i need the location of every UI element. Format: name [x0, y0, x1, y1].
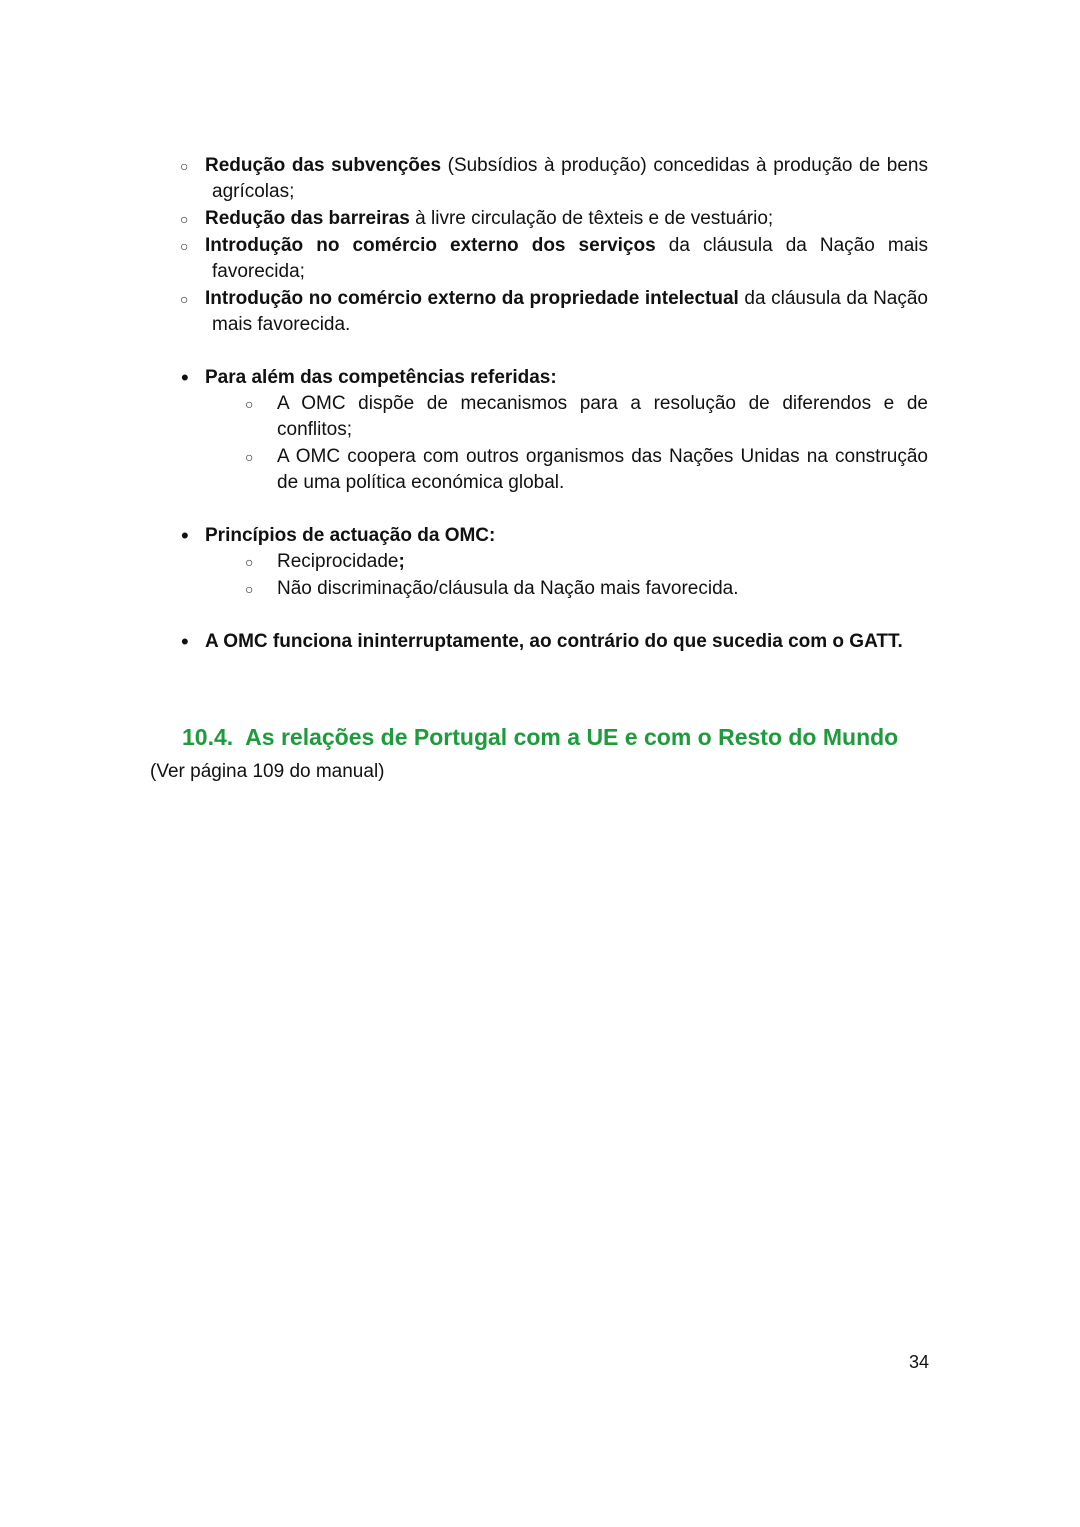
statement: A OMC funciona ininterruptamente, ao contrário do que sucedia com o GATT.	[205, 631, 903, 652]
list-item	[205, 153, 928, 179]
list-item: A OMC dispõe de mecanismos para a resolução de diferendos e de	[277, 393, 928, 414]
item-bold-text: Introdução no comércio externo da propriedade intelectual	[205, 288, 739, 309]
hollow-bullet-icon: ○	[245, 554, 254, 570]
item-text: (Subsídios à produção) concedidas à produção de bens	[441, 155, 928, 176]
item-text: Reciprocidade	[277, 551, 399, 572]
hollow-bullet-icon: ○	[180, 238, 189, 254]
section-title: Para além das competências referidas:	[205, 367, 557, 388]
bullet-icon: •	[181, 365, 189, 390]
list-item: Não discriminação/cláusula da Nação mais favorecida.	[277, 578, 739, 599]
section-title: Princípios de actuação da OMC:	[205, 525, 496, 546]
item-text: à livre circulação de têxteis e de vestuário;	[409, 208, 774, 229]
item-bold-text: Redução das subvenções	[205, 155, 442, 176]
list-item	[277, 549, 405, 575]
hollow-bullet-icon: ○	[245, 396, 254, 412]
list-item-continuation: conflitos;	[277, 419, 352, 440]
hollow-bullet-icon: ○	[180, 211, 189, 227]
list-item: A OMC coopera com outros organismos das Nações Unidas na construção	[277, 446, 928, 467]
list-item	[205, 286, 928, 312]
section-heading	[182, 724, 898, 751]
hollow-bullet-icon: ○	[180, 158, 189, 174]
hollow-bullet-icon: ○	[245, 581, 254, 597]
list-item-continuation: agrícolas;	[212, 181, 295, 202]
page-number: 34	[909, 1352, 930, 1372]
list-item	[205, 206, 773, 232]
manual-reference: (Ver página 109 do manual)	[150, 761, 385, 782]
heading-number: 10.4.	[182, 724, 234, 750]
list-item-continuation: favorecida;	[212, 261, 305, 282]
hollow-bullet-icon: ○	[180, 291, 189, 307]
item-bold-text: Introdução no comércio externo dos serviços	[205, 235, 656, 256]
list-item	[205, 233, 928, 259]
bullet-icon: •	[181, 523, 189, 548]
bullet-icon: •	[181, 629, 189, 654]
list-item-continuation: de uma política económica global.	[277, 472, 565, 493]
item-suffix: ;	[398, 551, 405, 572]
item-text: da cláusula da Nação mais	[655, 235, 928, 256]
list-item-continuation: mais favorecida.	[212, 314, 351, 335]
heading-title: As relações de Portugal com a UE e com o Resto do Mundo	[245, 724, 899, 750]
item-text: da cláusula da Nação	[738, 288, 928, 309]
hollow-bullet-icon: ○	[245, 449, 254, 465]
item-bold-text: Redução das barreiras	[205, 208, 410, 229]
